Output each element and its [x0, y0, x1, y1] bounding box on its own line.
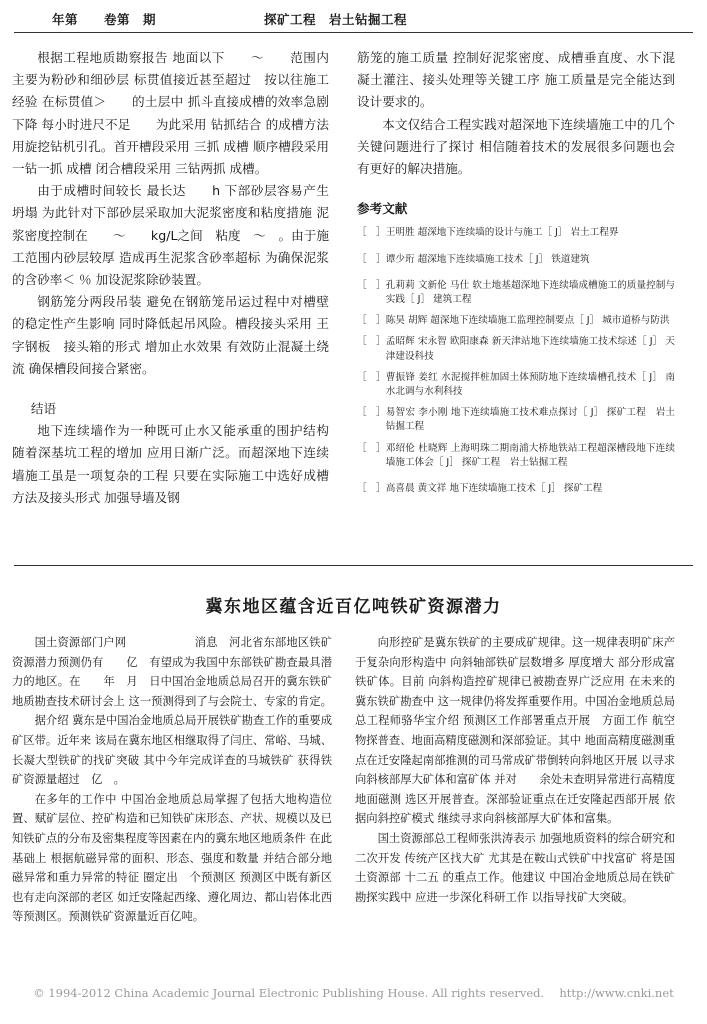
reference-text: 邓绍伦 杜晓辉 上海明珠二期南浦大桥地铁站工程超深槽段地下连续墙施工体会［ J］ 探矿工程 岩土钻掘工程: [385, 442, 675, 468]
reference-item: [357, 482, 675, 496]
news-article-title: 冀东地区蕴含近百亿吨铁矿资源潜力: [205, 597, 502, 617]
reference-number: ［ ］: [357, 253, 386, 265]
reference-text: 谭少珩 超深地下连续墙施工技术［ J］ 铁道建筑: [385, 253, 590, 265]
page-header: [52, 10, 682, 30]
reference-text: 易智宏 李小刚 地下连续墙施工技术难点探讨［ J］ 探矿工程 岩土钻掘工程: [385, 407, 675, 433]
reference-text: 高喜晨 黄文祥 地下连续墙施工技术［ J］ 探矿工程: [385, 483, 603, 495]
reference-number: ［ ］: [357, 279, 386, 291]
paragraph: 向形控矿是冀东铁矿的主要成矿规律。这一规律表明矿床产于复杂向形构造中 向斜轴部铁矿层数增多 厚度增大 部分形成富铁矿体。目前 向斜构造控矿规律已被勘查界广泛应用 在未来的冀东铁矿勘查中 这一规律仍将发挥重要作用。中国冶金地质总局总工程师骆华宝介绍 预测区工作部署重点开展 方面工作 航空物探普查、地面高精度磁测和深部验证。其中 地面高精度磁测重点在迁安隆起南部推测的司马常成矿带倒转向斜地区开展 以寻求向斜核部厚大矿体和富矿体 并对 余处未查明异常进行高精度地面磁测 选区开展普查。深部验证重点在迁安隆起西部开展 依据向斜控矿模式 继续寻求向斜核部厚大矿体和富集。: [355, 636, 675, 826]
article-right-column: [357, 47, 675, 503]
issue-label: 年第 卷第 期: [52, 12, 157, 27]
reference-item: [357, 253, 675, 267]
reference-text: 曹振锋 姜红 水泥搅拌桩加固土体预防地下连续墙槽孔技术［ J］ 南水北调与水利科技: [385, 371, 675, 398]
reference-text: 陈昊 胡辉 超深地下连续墙施工监理控制要点［ J］ 城市道桥与防洪: [385, 315, 670, 327]
reference-item: [357, 335, 675, 363]
copyright-footer: © 1994-2012 China Academic Journal Electronic Publishing House. All rights reserved. http://www.cnki.net: [33, 986, 674, 1000]
paragraph: 国土资源部总工程师张洪涛表示 加强地质资料的综合研究和二次开发 传统产区找大矿 尤其是在鞍山式铁矿中找富矿 将是国土资源部 十二五 的重点工作。他建议 中国冶金地质总局在铁矿勘探实践中 应进一步深化科研工作 以指导找矿大突破。: [355, 831, 675, 904]
news-left-column: [12, 633, 332, 927]
reference-list: [357, 226, 675, 496]
paragraph: 筋笼的施工质量 控制好泥浆密度、成槽垂直度、水下混凝土灌注、接头处理等关键工序 施工质量是完全能达到设计要求的。: [357, 50, 675, 110]
reference-item: [357, 279, 675, 307]
reference-item: [357, 226, 675, 240]
paragraph: 在多年的工作中 中国冶金地质总局掌握了包括大地构造位置、赋矿层位、控矿构造和已知铁矿床形态、产状、规模以及已知铁矿点的分布及密集程度等因素在内的冀东地区地质条件 在此基础上 根据航磁异常的面积、形态、强度和数量 并结合部分地磁异常和重力异常的特征 圈定出 个预测区 预测区中既有新区 也有走向深部的老区 如迁安隆起西缘、遵化周边、都山岩体北西等预测区。预测铁矿资源量近百亿吨。: [12, 792, 332, 924]
paragraph: 根据工程地质勘察报告 地面以下 ～ 范围内主要为粉砂和细砂层 标贯值接近甚至超过 按以往施工经验 在标贯值＞ 的土层中 抓斗直接成槽的效率急剧下降 每小时进尺不足 为此采用 钻抓结合 的成槽方法 用旋挖钻机引孔。首开槽段采用 三抓 成槽 顺序槽段采用 一钻一抓 成槽 闭合槽段采用 三钻两抓 成槽。: [12, 50, 329, 177]
paragraph: 地下连续墙作为一种既可止水又能承重的围护结构 随着深基坑工程的增加 应用日渐广泛。而超深地下连续墙施工虽是一项复杂的工程 只要在实际施工中选好成槽方法及接头形式 加强导墙及钢: [12, 423, 329, 505]
reference-text: 孔莉莉 文新伦 马仕 软土地基超深地下连续墙成槽施工的质量控制与实践［ J］ 建筑工程: [385, 279, 675, 306]
reference-text: 王明胜 超深地下连续墙的设计与施工［ J］ 岩土工程界: [385, 227, 619, 239]
reference-number: ［ ］: [357, 315, 386, 327]
reference-number: ［ ］: [357, 336, 386, 348]
reference-text: 孟昭辉 宋永智 欧阳康森 新天津站地下连续墙施工技术综述［ J］ 天津建设科技: [385, 336, 675, 362]
reference-number: ［ ］: [357, 371, 386, 383]
article-left-column: [12, 47, 329, 509]
reference-item: [357, 314, 675, 328]
paragraph: 据介绍 冀东是中国冶金地质总局开展铁矿勘查工作的重要成矿区带。近年来 该局在冀东地区相继取得了闫庄、常峪、马城、长凝大型铁矿的找矿突破 其中今年完成详查的马城铁矿 获得铁矿资源量超过 亿 。: [12, 714, 332, 787]
paragraph: 由于成槽时间较长 最长达 h 下部砂层容易产生坍塌 为此针对下部砂层采取加大泥浆密度和粘度措施 泥浆密度控制在 ～ kg/L之间 粘度 ～ 。由于施工范围内砂层较厚 造成再生泥浆含砂率超标 为确保泥浆的含砂率＜ ％ 加设泥浆除砂装置。: [12, 183, 329, 288]
reference-number: ［ ］: [357, 227, 386, 239]
news-right-column: [355, 633, 675, 907]
paragraph: 本文仅结合工程实践对超深地下连续墙施工中的几个关键问题进行了探讨 相信随着技术的发展很多问题也会有更好的解决措施。: [357, 116, 675, 177]
section-divider: [14, 565, 693, 566]
reference-item: [357, 442, 675, 470]
paragraph: 钢筋笼分两段吊装 避免在钢筋笼吊运过程中对槽壁的稳定性产生影响 同时降低起吊风险。槽段接头采用 王 字钢板 接头箱的形式 增加止水效果 有效防止混凝土绕流 确保槽段间接合紧密。: [12, 294, 329, 376]
references-title: 参考文献: [357, 201, 408, 217]
reference-number: ［ ］: [357, 407, 386, 419]
paragraph: 国土资源部门户网 消息 河北省东部地区铁矿资源潜力预测仍有 亿 有望成为我国中东部铁矿勘查最具潜力的地区。在 年 月 日中国冶金地质总局召开的冀东铁矿地质勘查技术研讨会上 这一预测得到了与会院士、专家的肯定。: [12, 636, 332, 708]
header-rule: [14, 32, 693, 33]
journal-name: 探矿工程 岩土钻掘工程: [264, 12, 408, 27]
reference-number: ［ ］: [357, 483, 386, 495]
reference-item: [357, 371, 675, 399]
section-heading-conclusion: 结语: [30, 401, 57, 417]
reference-item: [357, 406, 675, 434]
reference-number: ［ ］: [357, 442, 386, 454]
